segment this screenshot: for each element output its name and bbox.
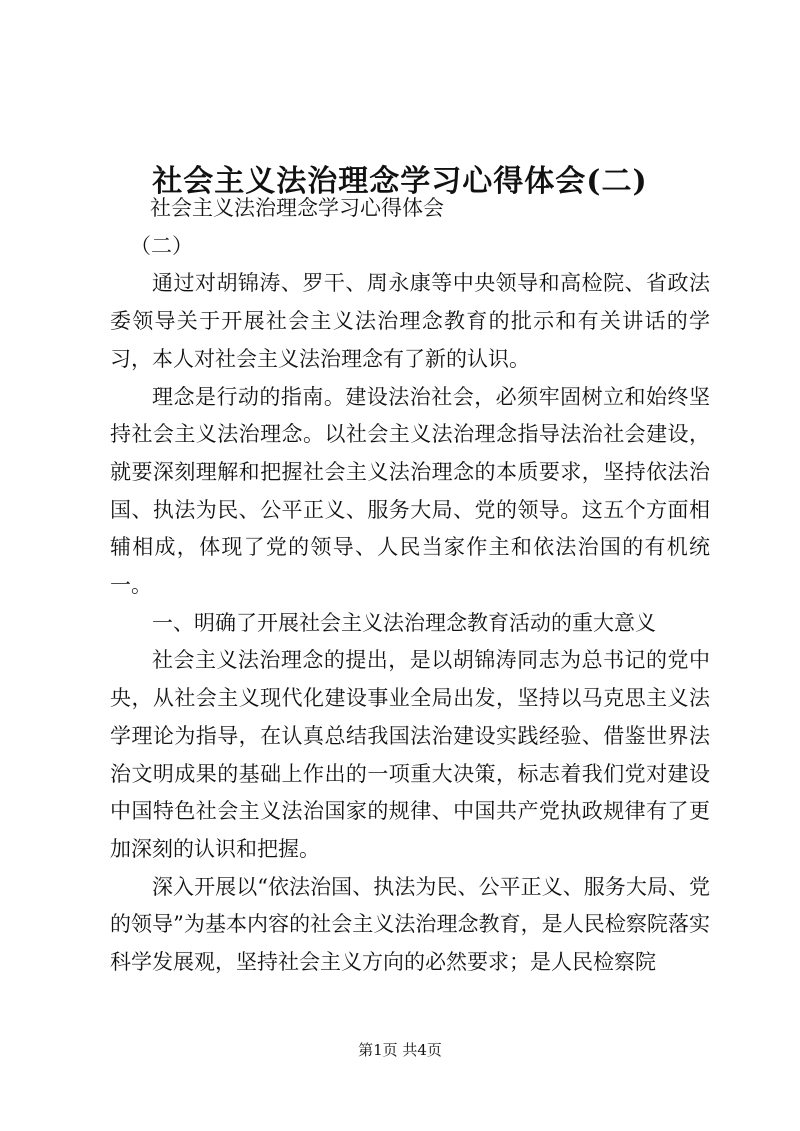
document-body (110, 190, 710, 982)
paragraph-intro: 通过对胡锦涛、罗干、周永康等中央领导和高检院、省政法委领导关于开展社会主义法治理念教育的批示和有关讲话的学习，本人对社会主义法治理念有了新的认识。 (110, 271, 710, 371)
page-number-footer: 第1页 共4页 (358, 1041, 442, 1059)
part-label: （二） (130, 233, 193, 258)
paragraph-education: 深入开展以“依法治国、执法为民、公平正义、服务大局、党的领导”为基本内容的社会主义法治理念教育，是人民检察院落实科学发展观，坚持社会主义方向的必然要求；是人民检察院 (110, 874, 710, 975)
paragraph-concept: 理念是行动的指南。建设法治社会，必须牢固树立和始终坚持社会主义法治理念。以社会主义法治理念指导法治社会建设，就要深刻理解和把握社会主义法治理念的本质要求，坚持依法治国、执法为民、公平正义、服务大局、党的领导。这五个方面相辅相成，体现了党的领导、人民当家作主和依法治国的有机统一。 (110, 384, 710, 598)
document-title: 社会主义法治理念学习心得体会(二) (152, 164, 648, 200)
document-subtitle: 社会主义法治理念学习心得体会 (150, 196, 444, 220)
section-heading-1: 一、明确了开展社会主义法治理念教育活动的重大意义 (152, 610, 656, 635)
paragraph-significance: 社会主义法治理念的提出，是以胡锦涛同志为总书记的党中央，从社会主义现代化建设事业全局出发，坚持以马克思主义法学理论为指导，在认真总结我国法治建设实践经验、借鉴世界法治文明成果的基础上作出的一项重大决策，标志着我们党对建设中国特色社会主义法治国家的规律、中国共产党执政规律有了更加深刻的认识和把握。 (110, 648, 710, 861)
